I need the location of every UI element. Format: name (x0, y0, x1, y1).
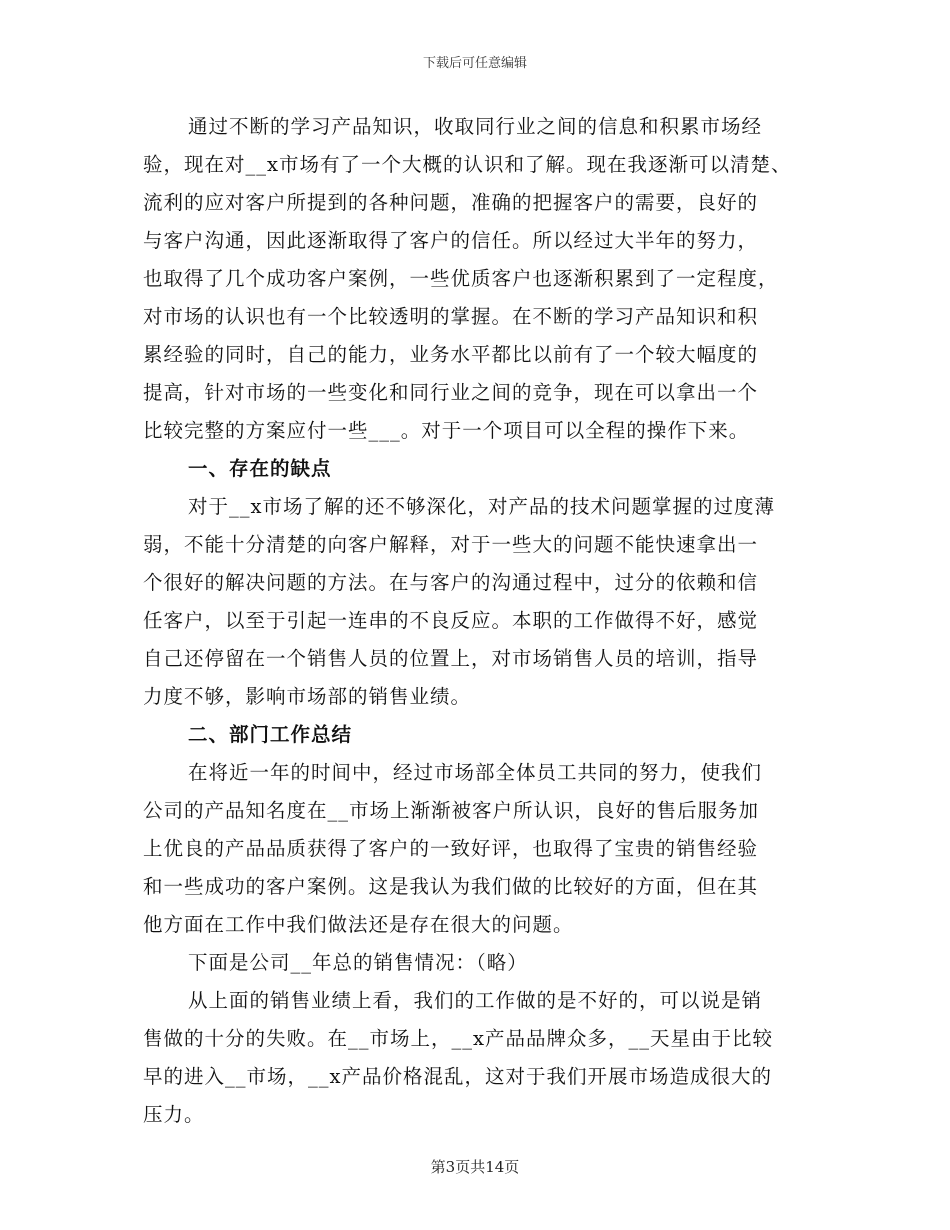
section-heading: 二、部门工作总结 (188, 723, 353, 746)
text-line: 早的进入__市场，__x产品价格混乱，这对于我们开展市场造成很大的 (143, 1065, 772, 1088)
section-heading: 一、存在的缺点 (188, 457, 332, 480)
text-line: 在将近一年的时间中，经过市场部全体员工共同的努力，使我们 (188, 761, 763, 784)
text-line: 下面是公司__年总的销售情况：（略） (188, 951, 528, 974)
text-line: 弱，不能十分清楚的向客户解释，对于一些大的问题不能快速拿出一 (143, 533, 759, 556)
text-line: 售做的十分的失败。在__市场上，__x产品品牌众多，__天星由于比较 (143, 1027, 773, 1050)
text-line: 对市场的认识也有一个比较透明的掌握。在不断的学习产品知识和积 (143, 305, 759, 328)
text-line: 力度不够，影响市场部的销售业绩。 (143, 685, 472, 708)
text-line: 流利的应对客户所提到的各种问题，准确的把握客户的需要，良好的 (143, 191, 759, 214)
text-line: 任客户，以至于引起一连串的不良反应。本职的工作做得不好，感觉 (143, 609, 759, 632)
text-line: 上优良的产品品质获得了客户的一致好评，也取得了宝贵的销售经验 (143, 837, 759, 860)
text-line: 和一些成功的客户案例。这是我认为我们做的比较好的方面，但在其 (143, 875, 759, 898)
page-header: 下载后可任意编辑 (422, 56, 527, 71)
text-line: 验，现在对__x市场有了一个大概的认识和了解。现在我逐渐可以清楚、 (143, 153, 792, 176)
text-line: 通过不断的学习产品知识，收取同行业之间的信息和积累市场经 (188, 115, 763, 138)
text-line: 比较完整的方案应付一些___。对于一个项目可以全程的操作下来。 (143, 419, 750, 442)
text-line: 也取得了几个成功客户案例，一些优质客户也逐渐积累到了一定程度， (143, 267, 779, 290)
page-footer: 第3页共14页 (430, 1158, 520, 1176)
text-line: 累经验的同时，自己的能力，业务水平都比以前有了一个较大幅度的 (143, 343, 759, 366)
text-line: 公司的产品知名度在__市场上渐渐被客户所认识，良好的售后服务加 (143, 799, 760, 822)
text-line: 压力。 (143, 1103, 205, 1126)
text-line: 个很好的解决问题的方法。在与客户的沟通过程中，过分的依赖和信 (143, 571, 759, 594)
text-line: 从上面的销售业绩上看，我们的工作做的是不好的，可以说是销 (188, 989, 763, 1012)
text-line: 他方面在工作中我们做法还是存在很大的问题。 (143, 913, 574, 936)
text-line: 提高，针对市场的一些变化和同行业之间的竞争，现在可以拿出一个 (143, 381, 759, 404)
text-line: 与客户沟通，因此逐渐取得了客户的信任。所以经过大半年的努力， (143, 229, 759, 252)
document-body (143, 108, 833, 1134)
text-line: 对于__x市场了解的还不够深化，对产品的技术问题掌握的过度薄 (188, 495, 775, 518)
text-line: 自己还停留在一个销售人员的位置上，对市场销售人员的培训，指导 (143, 647, 759, 670)
